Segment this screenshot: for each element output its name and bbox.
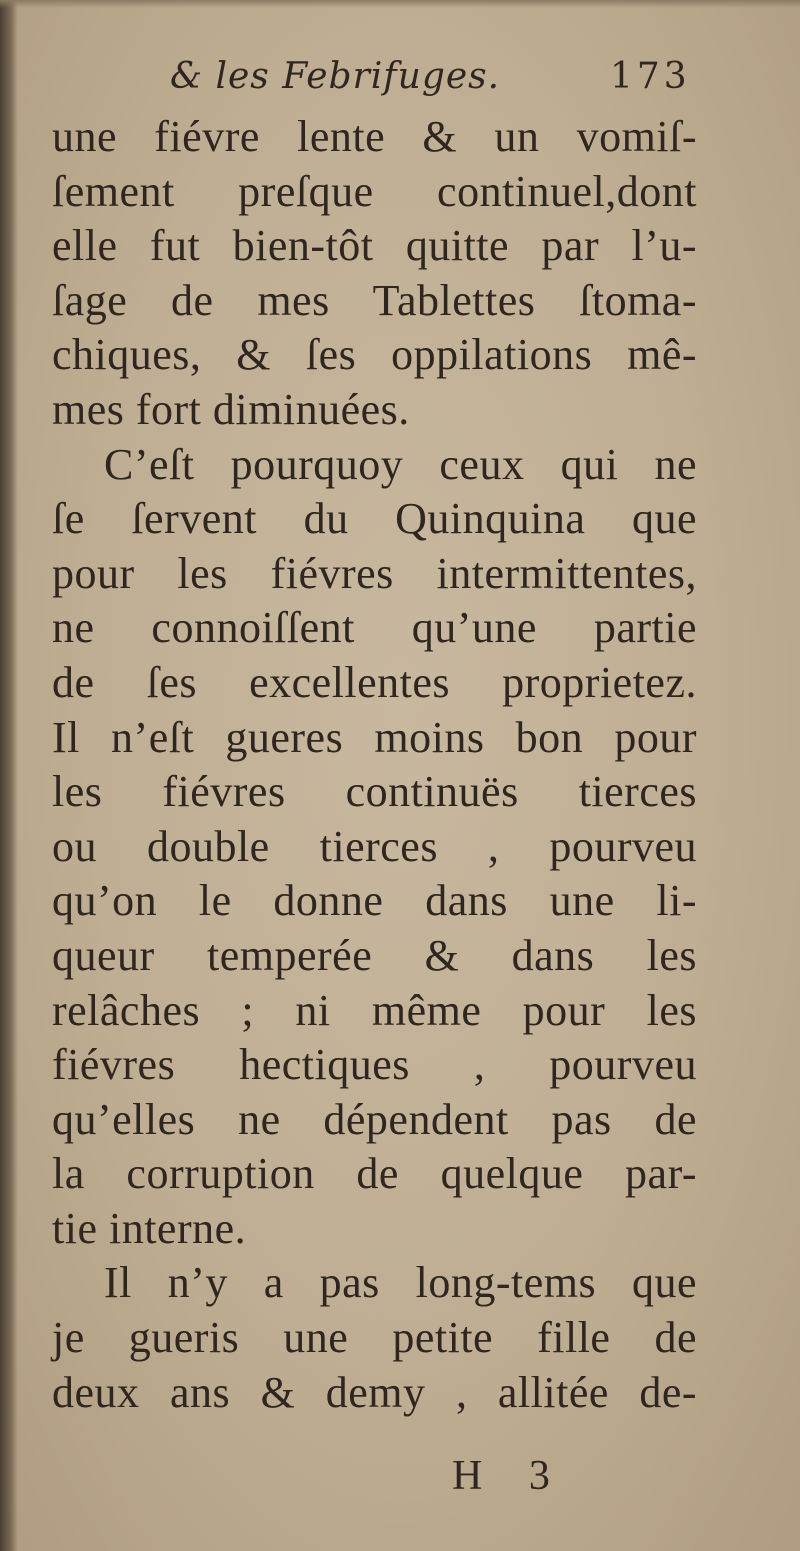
text-line: Il n’eſt gueres moins bon pour xyxy=(52,712,697,762)
text-line: tie interne. xyxy=(52,1203,247,1253)
text-line: ne connoiſſent qu’une partie xyxy=(52,603,697,653)
page-top-edge xyxy=(0,0,800,8)
text-line: la corruption de quelque par- xyxy=(52,1149,697,1199)
text-line: Il n’y a pas long-tems que xyxy=(104,1258,697,1308)
text-line: une fiévre lente & un vomiſ- xyxy=(52,112,697,161)
text-line: ou double tierces , pourveu xyxy=(52,821,697,871)
page-number: 173 xyxy=(610,56,691,97)
gutter-shadow xyxy=(0,0,18,1551)
text-line: C’eſt pourquoy ceux qui ne xyxy=(104,439,697,489)
text-line: chiques, & ſes oppilations mê- xyxy=(52,330,697,380)
body-text xyxy=(52,110,697,1420)
text-line: pour les fiévres intermittentes, xyxy=(52,548,697,598)
text-line: queur temperée & dans les xyxy=(52,930,697,980)
text-line: ſe ſervent du Quinquina que xyxy=(52,494,697,544)
text-line: je gueris une petite fille de xyxy=(52,1313,697,1363)
signature-mark: H 3 xyxy=(452,1453,568,1499)
text-line: deux ans & demy , allitée de- xyxy=(52,1367,697,1417)
text-line: de ſes excellentes proprietez. xyxy=(52,657,697,707)
text-line: qu’elles ne dépendent pas de xyxy=(52,1094,697,1144)
text-line: relâches ; ni même pour les xyxy=(52,985,697,1035)
text-line: mes fort diminuées. xyxy=(52,384,410,434)
page-header xyxy=(170,56,710,108)
text-line: ſage de mes Tablettes ſtoma- xyxy=(52,275,697,325)
running-title: & les Febrifuges. xyxy=(170,56,501,97)
text-line: ſement preſque continuel,dont xyxy=(52,166,697,216)
text-line: elle fut bien-tôt quitte par l’u- xyxy=(52,221,697,271)
text-line: qu’on le donne dans une li- xyxy=(52,876,697,926)
text-line: fiévres hectiques , pourveu xyxy=(52,1040,697,1090)
text-line: les fiévres continuës tierces xyxy=(52,767,697,817)
